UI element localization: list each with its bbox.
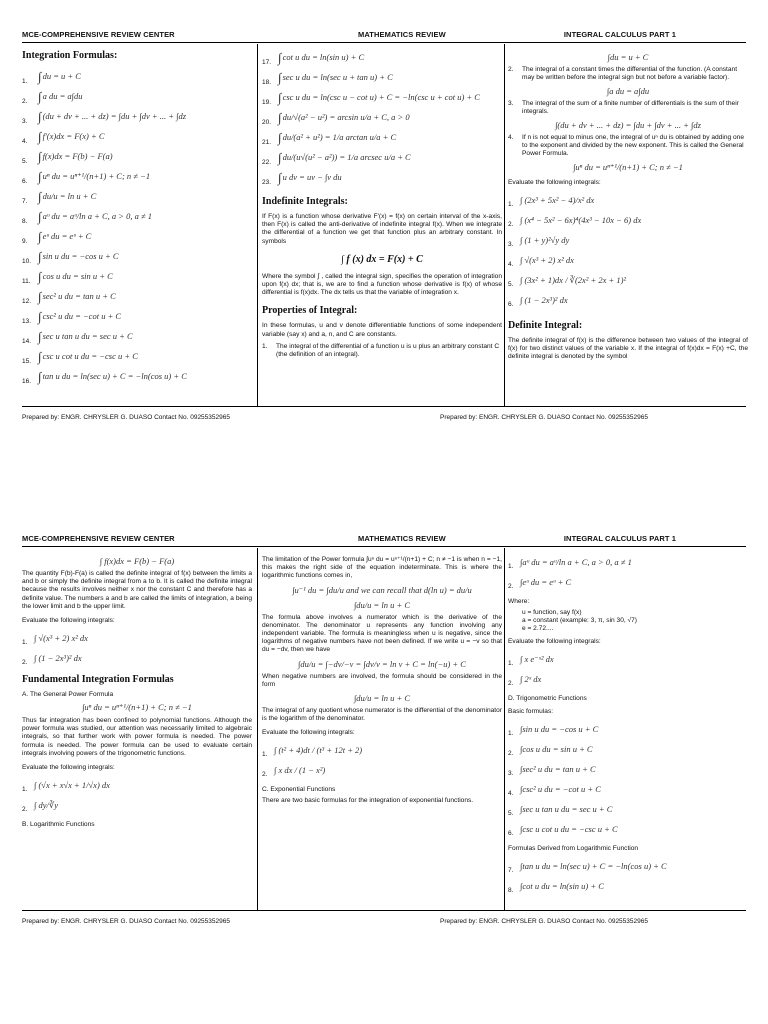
subsection-title: B. Logarithmic Functions [22, 821, 95, 829]
paragraph: Where the symbol ∫ , called the integral sign, specifies the operation of integration upon f(x) dx; that is, we are to find a function whose derivative is f(x) of whose differential is f(x)dx. The dx tells us that the variable of integration x. [262, 272, 502, 297]
integral-sign-icon: ∫ [38, 329, 42, 344]
formula-text: sec² u du = tan u + C [42, 290, 116, 301]
paragraph: The limitation of the Power formula ∫uⁿ du = uⁿ⁺¹/(n+1) + C; n ≠ −1 is when n = −1, this makes the right side of the equation indeterminate. This is where the logarithmic functions comes in, [262, 556, 502, 580]
formula-text: du/u = ln u + C [42, 190, 97, 201]
header-center-name: MCE-COMPREHENSIVE REVIEW CENTER [22, 534, 175, 543]
formula-row [22, 287, 252, 307]
formula-number: 10. [22, 257, 32, 265]
formula-text: u dv = uv − ∫v du [282, 171, 342, 182]
section-title: Indefinite Integrals: [262, 196, 348, 207]
integral-sign-icon: ∫ [38, 289, 42, 304]
exercise-label: Evaluate the following integrals: [508, 179, 601, 186]
exercise-row [508, 719, 748, 739]
integral-sign-icon: ∫ [38, 169, 42, 184]
formula-row [22, 207, 252, 227]
list-number: 2. [508, 66, 514, 73]
list-item-text: If n is not equal to minus one, the integral of uⁿ du is obtained by adding one to the exponent and divided by the new exponent. This is called the General Power Formula. [522, 134, 744, 157]
exercise-expression: ∫tan u du = ln(sec u) + C = −ln(cos u) + C [520, 861, 667, 871]
exercise-expression: ∫ (3x² + 1)dx / ∛(2x² + 2x + 1)² [520, 274, 626, 285]
exercise-row [508, 552, 748, 572]
formula-expression [278, 150, 411, 166]
formula-expression [278, 170, 342, 186]
definition-line: a = constant (example: 3, π, sin 30, √7) [522, 617, 638, 624]
formula-number: 19. [262, 98, 272, 106]
formula-text: (du + dv + ... + dz) = ∫du + ∫dv + ... + ∫dz [42, 110, 187, 121]
exercise-expression: ∫ (2x³ + 5x² − 4)/x² dx [520, 195, 595, 205]
column-divider [257, 548, 258, 910]
section-title: Fundamental Integration Formulas [22, 674, 174, 686]
formula-expression [278, 70, 393, 86]
exercise-expression: ∫cot u du = ln(sin u) + C [520, 881, 604, 891]
header-rule [22, 42, 746, 43]
exercise-number: 3. [508, 240, 514, 248]
column-divider [504, 44, 505, 406]
review-page-2 [0, 524, 768, 996]
formula: ∫du/u = ln u + C [353, 693, 411, 704]
paragraph: The definite integral of f(x) is the difference between two values of the integral of f(x) for two distinct values of the variable x. If the integral of f(x)dx = F(x) +C, the definite integral is denoted by the symbol [508, 337, 748, 361]
exercise-expression: ∫ (1 − 2x³)² dx [520, 295, 568, 305]
exercise-number: 2. [508, 679, 514, 687]
formula: ∫uⁿ du = uⁿ⁺¹/(n+1) + C; n ≠ −1 [573, 162, 683, 172]
formula-number: 4. [22, 137, 28, 145]
exercise-expression: ∫ (√x + x√x + 1/√x) dx [34, 780, 110, 791]
formula-expression [38, 329, 133, 345]
exercise-number: 5. [508, 280, 514, 288]
header-topic: INTEGRAL CALCULUS PART 1 [563, 30, 676, 39]
formula-expression [38, 209, 152, 225]
formula-text: du/(u√(u² − a²)) = 1/a arcsec u/a + C [282, 151, 411, 162]
formula-text: f(x)dx = F(b) − F(a) [42, 150, 113, 161]
exercise-row [22, 628, 252, 648]
exercise-row [508, 210, 748, 230]
exercise-label: Evaluate the following integrals: [22, 764, 115, 772]
integral-sign-icon: ∫ [278, 170, 282, 185]
formula-text: cos u du = sin u + C [42, 270, 113, 281]
review-page-1 [0, 20, 768, 492]
exercise-row [508, 270, 748, 290]
formula: ∫du = u + C [607, 52, 649, 62]
formula: ∫uⁿ du = uⁿ⁺¹/(n+1) + C; n ≠ −1 [82, 702, 192, 713]
exercise-number: 2. [508, 220, 514, 228]
integral-sign-icon: ∫ [38, 269, 42, 284]
exercise-number: 6. [508, 300, 514, 308]
logarithmic-column [262, 552, 502, 908]
exercise-row [508, 799, 748, 819]
formula-expression [38, 249, 119, 265]
formula-text: cot u du = ln(sin u) + C [282, 51, 365, 62]
exercise-label: Evaluate the following integrals: [262, 729, 355, 737]
where-label: Where: [508, 598, 530, 605]
property-list [508, 66, 748, 173]
integral-sign-icon: ∫ [38, 129, 42, 144]
formula-row [22, 107, 252, 127]
footer-credit: Prepared by: ENGR. CHRYSLER G. DUASO Contact No. 09255352965 [22, 918, 230, 925]
formula-text: uⁿ du = uⁿ⁺¹/(n+1) + C; n ≠ −1 [42, 170, 151, 181]
paragraph: Thus far integration has been confined to polynomial functions. Although the power formula was studied, our attention was necessarily limited to algebraic integrals, so that further work with power formula is needed. The power formula is needed. The power formula can be used to evaluate certain integrals involving powers of the trigonometric functions. [22, 717, 252, 757]
exercise-expression: ∫sec² u du = tan u + C [520, 764, 596, 774]
integral-sign-icon: ∫ [278, 110, 282, 125]
formula-expression [38, 369, 187, 385]
exercise-row [508, 779, 748, 799]
header-center-name: MCE-COMPREHENSIVE REVIEW CENTER [22, 30, 175, 39]
exercise-row [508, 669, 748, 689]
exercise-row [508, 759, 748, 779]
formula-expression [38, 69, 81, 85]
exercise-number: 2. [22, 658, 28, 666]
formula: ∫ f(x)dx = F(b) − F(a) [99, 556, 175, 566]
list-item [508, 134, 748, 158]
formula-number: 12. [22, 297, 32, 305]
formula-number: 23. [262, 178, 272, 186]
exercise-row [508, 290, 748, 310]
exercise-row [508, 649, 748, 669]
footer-rule [22, 406, 746, 407]
formula-row [22, 367, 252, 387]
formula-number: 13. [22, 317, 32, 325]
formula-number: 5. [22, 157, 28, 165]
exercise-list [262, 740, 502, 780]
formula-text: du/√(a² − u²) = arcsin u/a + C, a > 0 [282, 111, 410, 122]
exercise-expression: ∫eᵘ du = eᵘ + C [520, 577, 572, 587]
exercise-row [508, 230, 748, 250]
formula-number: 3. [22, 117, 28, 125]
formula-text: eᵘ du = eᵘ + C [42, 230, 92, 241]
exercise-number: 1. [22, 638, 28, 646]
exercise-number: 1. [508, 562, 514, 570]
formula-list [508, 552, 748, 592]
subsection-title: C. Exponential Functions [262, 786, 336, 794]
exercise-number: 1. [22, 785, 28, 793]
formula-number: 22. [262, 158, 272, 166]
integral-sign-icon: ∫ [38, 349, 42, 364]
exercise-label: Evaluate the following integrals: [22, 617, 115, 625]
integral-sign-icon: ∫ [278, 150, 282, 165]
formula-expression [278, 50, 364, 66]
paragraph: The quantity F(b)-F(a) is called the definite integral of f(x) between the limits a and b or simply the definite integral from a to b. It is called the definite integral because the results involves neither x nor the constant C and therefore has a definite value. The numbers a and b are called the limits of integration, a being the lower limit and b the upper limit. [22, 570, 252, 610]
exercise-expression: ∫ x e⁻ˣ² dx [520, 653, 554, 664]
formula-row [22, 327, 252, 347]
definition-list [508, 609, 748, 632]
formula: ∫a du = a∫du [606, 86, 650, 96]
integral-sign-icon: ∫ [38, 369, 42, 384]
exercise-expression: ∫aᵘ du = aᵘ/ln a + C, a > 0, a ≠ 1 [520, 557, 632, 567]
formula-text: sec u du = ln(sec u + tan u) + C [282, 71, 393, 82]
formula-number: 17. [262, 58, 272, 66]
exercise-expression: ∫ (t² + 4)dt / (t³ + 12t + 2) [274, 745, 363, 756]
formula-number: 7. [22, 197, 28, 205]
exercise-number: 7. [508, 866, 514, 874]
section-title: Definite Integral: [508, 320, 583, 331]
exercise-row [508, 819, 748, 839]
formula-text: aᵘ du = aᵘ/ln a + C, a > 0, a ≠ 1 [42, 210, 153, 221]
exercise-row [508, 876, 748, 896]
list-item-text: The integral of the sum of a finite number of differentials is the sum of their integrals. [522, 100, 739, 115]
exercise-number: 1. [508, 729, 514, 737]
exercise-expression: ∫sin u du = −cos u + C [520, 724, 599, 734]
formula-number: 9. [22, 237, 28, 245]
formula-number: 2. [22, 97, 28, 105]
formula-expression [38, 89, 83, 105]
formula-row [262, 88, 502, 108]
exercise-row [22, 795, 252, 815]
formula-row [22, 167, 252, 187]
integral-sign-icon: ∫ [278, 70, 282, 85]
exercise-row [508, 190, 748, 210]
exercise-expression: ∫ (x⁴ − 5x² − 6x)⁴(4x³ − 10x − 6) dx [520, 215, 642, 225]
formula-number: 18. [262, 78, 272, 86]
integral-sign-icon: ∫ [38, 149, 42, 164]
exercise-row [262, 740, 502, 760]
exercise-expression: ∫ dy/∛y [34, 799, 59, 810]
formula-row [262, 148, 502, 168]
formula-text: f′(x)dx = F(x) + C [42, 130, 105, 141]
exercise-number: 3. [508, 769, 514, 777]
formula-row [22, 267, 252, 287]
formula-number: 11. [22, 277, 31, 285]
exercise-list [508, 649, 748, 689]
list-item-text: The integral of a constant times the differential of the function. (A constant may be written before the integral sign but not before a variable factor). [522, 66, 738, 81]
exercise-number: 2. [508, 582, 514, 590]
integral-sign-icon: ∫ [38, 209, 42, 224]
footer-credit: Prepared by: ENGR. CHRYSLER G. DUASO Contact No. 09255352965 [440, 918, 648, 925]
exercise-number: 8. [508, 886, 514, 894]
formula-list [262, 48, 502, 188]
exercise-expression: ∫ 2ˣ dx [520, 674, 542, 684]
exercise-number: 2. [262, 770, 268, 778]
paragraph: The formula above involves a numerator which is the derivative of the denominator. The denominator u represents any function involving any independent variable. The formula is meaningless when u is negative, since the logarithms of negative numbers have not been defined. If we write u = −v so that du = −dv, then we have [262, 613, 502, 654]
formula-expression [38, 289, 116, 305]
exponential-trig-column [508, 552, 748, 908]
footer-rule [22, 910, 746, 911]
definition-line: u = function, say f(x) [522, 609, 582, 616]
formula-expression [38, 229, 91, 245]
formula-row [262, 48, 502, 68]
exercise-number: 2. [508, 749, 514, 757]
footer-credit: Prepared by: ENGR. CHRYSLER G. DUASO Contact No. 09255352965 [22, 414, 230, 421]
integral-sign-icon: ∫ [38, 249, 42, 264]
subsection-title: D. Trigonometric Functions [508, 695, 587, 702]
exercise-number: 4. [508, 260, 514, 268]
header-subject: MATHEMATICS REVIEW [358, 534, 446, 543]
formula-expression [38, 129, 105, 145]
exercise-row [508, 250, 748, 270]
integral-sign-icon: ∫ [38, 89, 42, 104]
definition-line: e = 2.72.... [522, 625, 554, 632]
formula-number: 1. [22, 77, 28, 85]
paragraph: There are two basic formulas for the integration of exponential functions. [262, 797, 474, 805]
formula-expression [38, 109, 186, 125]
header-topic: INTEGRAL CALCULUS PART 1 [563, 534, 676, 543]
exercise-expression: ∫ √(x³ + 2) x² dx [520, 255, 574, 265]
formula-text: csc² u du = −cot u + C [42, 310, 122, 321]
exercise-list [22, 775, 252, 815]
formula-row [22, 147, 252, 167]
exercise-number: 5. [508, 809, 514, 817]
exercise-expression: ∫cos u du = sin u + C [520, 744, 593, 754]
formula-row [22, 227, 252, 247]
integral-sign-icon: ∫ [278, 50, 282, 65]
formula-text: du = u + C [42, 70, 81, 81]
integral-sign-icon: ∫ [38, 189, 42, 204]
derived-formulas-label: Formulas Derived from Logarithmic Function [508, 845, 639, 852]
formula-number: 6. [22, 177, 28, 185]
exercise-number: 1. [262, 750, 268, 758]
list-item: 1. The integral of the differential of a function u is u plus an arbitrary constant C (the definition of an integral). [262, 343, 502, 359]
formula-number: 14. [22, 337, 32, 345]
formula-row [22, 127, 252, 147]
exercise-row [508, 572, 748, 592]
exercise-expression: ∫ (1 + y)²√y dy [520, 235, 570, 245]
integral-sign-icon: ∫ [278, 130, 282, 145]
formula-number: 16. [22, 377, 32, 385]
formula: ∫u⁻¹ du = ∫du/u and we can recall that d(ln u) = du/u [292, 584, 472, 595]
integral-sign-icon: ∫ [38, 109, 42, 124]
exercise-row [22, 648, 252, 668]
paragraph: If F(x) is a function whose derivative F'(x) = f(x) on certain interval of the x-axis, then F(x) is called the anti-derivative of indefinite integral f(x). When we integrate the differential of a function we get that function plus an arbitrary constant. In symbols [262, 213, 502, 245]
formula-expression [38, 349, 138, 365]
formula-number: 15. [22, 357, 32, 365]
formula: ∫(du + dv + ... + dz) = ∫du + ∫dv + ... + ∫dz [555, 120, 701, 130]
basic-formulas-label: Basic formulas: [508, 708, 554, 715]
list-number: 4. [508, 134, 514, 141]
formula-text: du/(a² + u²) = 1/a arctan u/a + C [282, 131, 397, 142]
formula-list [508, 719, 748, 839]
exercise-expression: ∫sec u tan u du = sec u + C [520, 804, 613, 814]
exercise-expression: ∫csc² u du = −cot u + C [520, 784, 601, 794]
formula-row [262, 68, 502, 88]
column-divider [257, 44, 258, 406]
header-rule [22, 546, 746, 547]
section-title: Properties of Integral: [262, 305, 358, 317]
formula-row [22, 307, 252, 327]
exercise-label: Evaluate the following integrals: [508, 638, 601, 645]
formula-text: sin u du = −cos u + C [42, 250, 119, 261]
exercise-row [508, 739, 748, 759]
exercise-row [508, 856, 748, 876]
formula-row [22, 187, 252, 207]
integral-sign-icon: ∫ [278, 90, 282, 105]
header-subject: MATHEMATICS REVIEW [358, 30, 446, 39]
formula-text: csc u du = ln(csc u − cot u) + C = −ln(csc u + cot u) + C [282, 91, 480, 102]
exercise-expression: ∫ x dx / (1 − x²) [274, 765, 326, 776]
formula-expression [38, 189, 96, 205]
formula: ∫du/u = ln u + C [353, 599, 411, 610]
formula-text: a du = a∫du [42, 90, 83, 101]
exercise-row [22, 775, 252, 795]
formula-row [262, 168, 502, 188]
list-item-text: The integral of the differential of a function u is u plus an arbitrary constant C (the definition of an integral). [276, 342, 500, 358]
formula-row [22, 247, 252, 267]
exercise-number: 2. [22, 805, 28, 813]
formula-expression [38, 169, 150, 185]
formula-expression [38, 309, 121, 325]
formula-text: tan u du = ln(sec u) + C = −ln(cos u) + C [42, 370, 187, 381]
exercise-list [508, 190, 748, 310]
formula-text: sec u tan u du = sec u + C [42, 330, 133, 341]
column-divider [504, 548, 505, 910]
formula-row [22, 87, 252, 107]
exercise-number: 4. [508, 789, 514, 797]
formula-expression [278, 130, 396, 146]
formula-expression [38, 269, 113, 285]
formula-expression [278, 90, 480, 106]
paragraph: The integral of any quotient whose numerator is the differential of the denominator is the logarithm of the denominator. [262, 707, 502, 723]
subsection-title: A. The General Power Formula [22, 691, 114, 699]
formula-row [262, 108, 502, 128]
integral-sign-icon: ∫ [38, 69, 42, 84]
indefinite-integral-equation: ∫ f (x) dx = F(x) + C [341, 253, 423, 265]
formula-row [22, 347, 252, 367]
formulas-indefinite-column [262, 48, 502, 404]
formula-text: csc u cot u du = −csc u + C [42, 350, 138, 361]
exercise-expression: ∫ (1 − 2x³)² dx [34, 653, 82, 664]
formula-number: 21. [262, 138, 272, 146]
formula-number: 8. [22, 217, 28, 225]
exercise-number: 1. [508, 200, 514, 208]
list-number: 3. [508, 100, 514, 107]
exercise-row [262, 760, 502, 780]
formula-row [22, 67, 252, 87]
list-item [508, 66, 748, 82]
formula: ∫du/u = ∫−dv/−v = ∫dv/v = ln v + C = ln(−u) + C [298, 658, 466, 669]
formula-expression [38, 149, 113, 165]
paragraph: When negative numbers are involved, the formula should be considered in the form [262, 672, 502, 688]
formula-list [22, 67, 252, 387]
footer-credit: Prepared by: ENGR. CHRYSLER G. DUASO Contact No. 09255352965 [440, 414, 648, 421]
exercise-list [22, 628, 252, 668]
exercise-number: 1. [508, 659, 514, 667]
integral-sign-icon: ∫ [38, 229, 42, 244]
exercise-expression: ∫csc u cot u du = −csc u + C [520, 824, 618, 834]
exercise-number: 6. [508, 829, 514, 837]
integral-sign-icon: ∫ [38, 309, 42, 324]
list-item [508, 100, 748, 116]
formula-number: 20. [262, 118, 272, 126]
formulas-column [22, 48, 252, 404]
formula-list [508, 856, 748, 896]
exercise-expression: ∫ √(x³ + 2) x² dx [34, 633, 88, 644]
definite-integral-column [22, 552, 252, 908]
section-title: Integration Formulas: [22, 50, 118, 61]
properties-column [508, 48, 748, 404]
formula-row [262, 128, 502, 148]
formula-expression [278, 110, 410, 126]
paragraph: In these formulas, u and v denote differentiable functions of some independent variable (say x) and a, n, and C are constants. [262, 322, 502, 338]
